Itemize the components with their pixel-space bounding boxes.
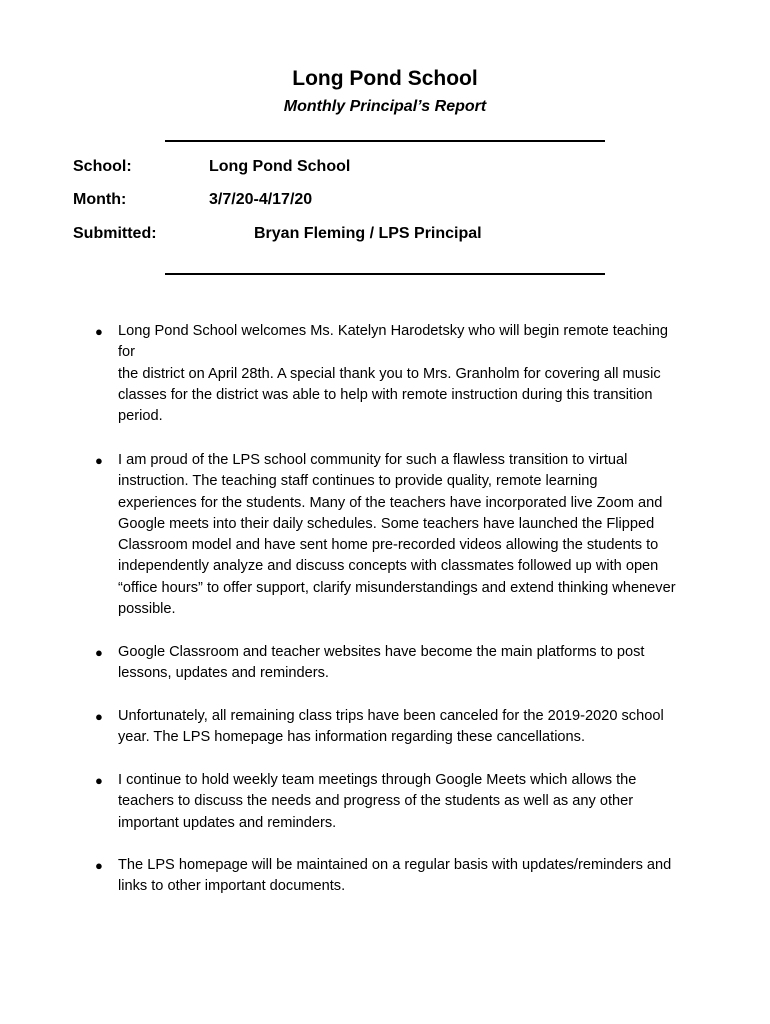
bullet-icon: ● — [95, 709, 103, 724]
top-divider — [165, 140, 605, 142]
text-line: Google Classroom and teacher websites have become the main platforms to post — [118, 644, 645, 660]
list-item-text — [118, 706, 698, 749]
text-line: Google meets into their daily schedules. Some teachers have launched the Flipped — [118, 515, 655, 532]
text-line: Long Pond School welcomes Ms. Katelyn Harodetsky who will begin remote teaching — [118, 323, 668, 339]
bullet-icon: ● — [95, 324, 103, 339]
list-item-text — [118, 321, 698, 427]
text-line: teachers to discuss the needs and progress of the students as well as any other — [118, 793, 634, 810]
text-line: The LPS homepage will be maintained on a regular basis with updates/reminders and — [118, 857, 672, 873]
text-line: I am proud of the LPS school community for such a flawless transition to virtual — [118, 452, 628, 468]
bullet-icon: ● — [95, 645, 103, 660]
list-item-text — [118, 855, 698, 898]
school-label: School: — [73, 158, 132, 175]
month-value: 3/7/20-4/17/20 — [209, 191, 313, 208]
text-line: independently analyze and discuss concepts with classmates followed up with open — [118, 558, 659, 575]
list-item-text — [118, 642, 698, 685]
text-line: I continue to hold weekly team meetings through Google Meets which allows the — [118, 772, 637, 788]
text-line: Classroom model and have sent home pre-recorded videos allowing the students to — [118, 537, 659, 554]
text-line: period. — [118, 408, 163, 425]
text-line: lessons, updates and reminders. — [118, 665, 329, 682]
bullet-icon: ● — [95, 773, 103, 788]
text-line: the district on April 28th. A special thank you to Mrs. Granholm for covering all music — [118, 365, 661, 382]
text-line: experiences for the students. Many of the teachers have incorporated live Zoom and — [118, 494, 663, 511]
school-value: Long Pond School — [209, 158, 351, 175]
list-item-text — [118, 450, 698, 620]
text-line: links to other important documents. — [118, 878, 346, 895]
document-title: Long Pond School — [292, 67, 478, 90]
bottom-divider — [165, 273, 605, 275]
submitted-value: Bryan Fleming / LPS Principal — [254, 225, 482, 242]
bullet-icon: ● — [95, 858, 103, 873]
month-label: Month: — [73, 191, 127, 208]
submitted-label: Submitted: — [73, 225, 157, 242]
text-line: possible. — [118, 601, 176, 618]
text-line: important updates and reminders. — [118, 814, 337, 831]
text-line: classes for the district was able to help with remote instruction during this transition — [118, 386, 653, 403]
bullet-icon: ● — [95, 453, 103, 468]
text-line: instruction. The teaching staff continues to provide quality, remote learning — [118, 473, 598, 490]
text-line: year. The LPS homepage has information regarding these cancellations. — [118, 729, 586, 746]
text-line: Unfortunately, all remaining class trips have been canceled for the 2019-2020 school — [118, 708, 664, 724]
text-line: for — [118, 344, 136, 361]
text-line: “office hours” to offer support, clarify misunderstandings and extend thinking whenever — [118, 579, 676, 596]
document-subtitle: Monthly Principal’s Report — [283, 98, 487, 115]
list-item-text — [118, 770, 698, 834]
